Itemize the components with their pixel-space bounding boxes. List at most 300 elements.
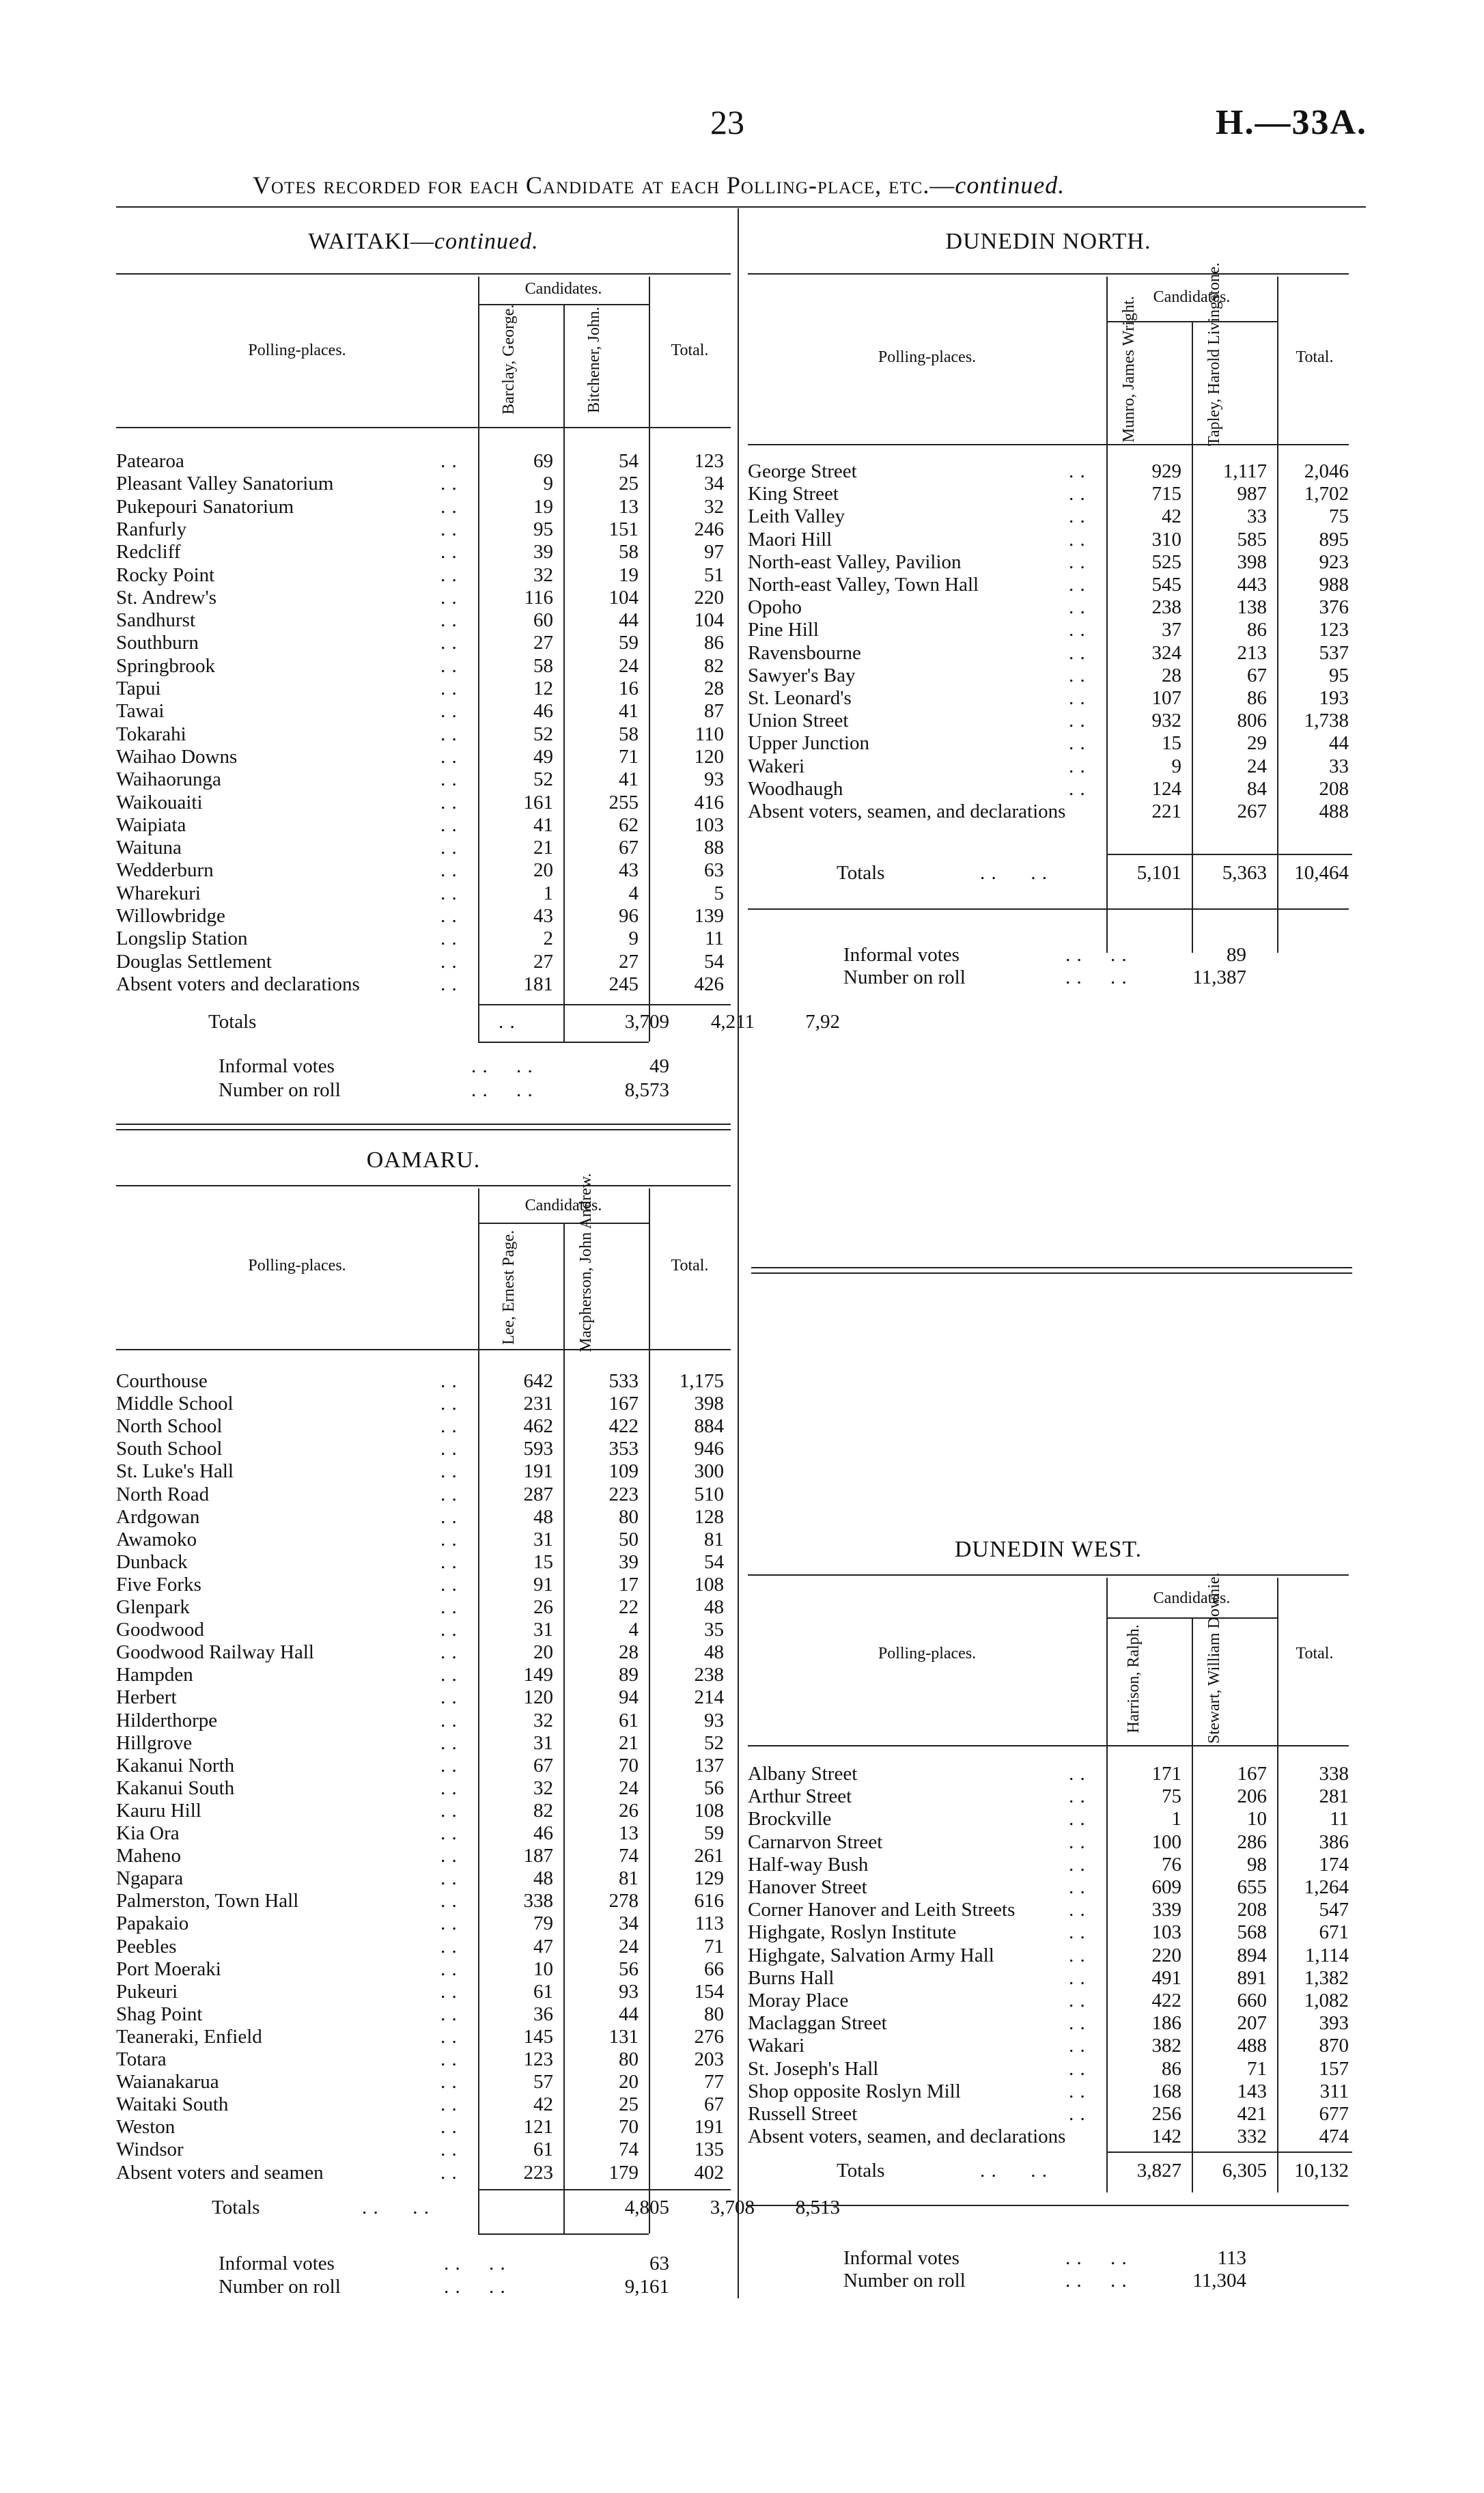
votes-candidate-1: 31: [533, 1619, 553, 1641]
votes-total: 87: [704, 700, 724, 723]
table-row: [748, 800, 1349, 846]
votes-total: 56: [704, 1777, 724, 1799]
column-divider: [738, 208, 739, 2298]
votes-candidate-2: 20: [619, 2071, 639, 2093]
votes-total: 110: [695, 723, 724, 745]
polling-place: Albany Street: [748, 1763, 858, 1785]
table-row: Ravensbourne . . 324 213 537: [748, 641, 1349, 664]
votes-candidate-1: 19: [533, 495, 553, 518]
votes-total: 66: [704, 1958, 724, 1980]
votes-candidate-2: 22: [619, 1596, 639, 1618]
votes-total: 1,382: [1304, 1966, 1349, 1989]
votes-candidate-1: 48: [533, 1505, 553, 1528]
votes-candidate-2: 267: [1237, 800, 1267, 822]
votes-total: 276: [694, 2025, 724, 2048]
votes-candidate-1: 124: [1151, 777, 1181, 800]
votes-total: 1,738: [1304, 710, 1349, 732]
votes-total: 123: [694, 450, 724, 472]
votes-candidate-2: 443: [1237, 574, 1267, 596]
table-row: St. Luke's Hall . . 191 109 300: [116, 1460, 724, 1483]
votes-candidate-2: 655: [1237, 1876, 1267, 1898]
table-row: Courthouse . . 642 533 1,175: [116, 1370, 724, 1392]
votes-candidate-1: 149: [523, 1664, 553, 1686]
votes-candidate-1: 171: [1151, 1763, 1181, 1785]
votes-candidate-2: 62: [619, 813, 639, 836]
votes-total: 376: [1319, 596, 1349, 619]
polling-place: Palmerston, Town Hall: [116, 1890, 299, 1912]
votes-candidate-1: 545: [1151, 574, 1181, 596]
votes-total: 1,264: [1304, 1876, 1349, 1898]
number-on-roll-row: Number on roll . . . . 8,573: [219, 1079, 669, 1101]
polling-place: Kakanui South: [116, 1777, 235, 1799]
votes-total: 123: [1319, 619, 1349, 641]
polling-place: Brockville: [748, 1808, 832, 1830]
votes-candidate-2: 245: [608, 973, 639, 995]
votes-candidate-1: 929: [1151, 460, 1181, 482]
polling-place: Ardgowan: [116, 1505, 200, 1528]
polling-place: North-east Valley, Pavilion: [748, 551, 962, 573]
table-row: Goodwood Railway Hall . . 20 28 48: [116, 1641, 724, 1664]
votes-candidate-1: 46: [533, 700, 553, 723]
votes-candidate-1: 2: [543, 928, 553, 950]
table-row: Shag Point . . 36 44 80: [116, 2003, 724, 2025]
votes-candidate-2: 25: [619, 2093, 639, 2116]
votes-candidate-2: 278: [608, 1890, 639, 1912]
table-row: Tapui . . 12 16 28: [116, 678, 724, 699]
table-row: Absent voters and declarations . . 181 245 426: [116, 973, 724, 995]
votes-candidate-2: 660: [1237, 1990, 1267, 2011]
votes-total: 88: [704, 837, 724, 859]
votes-candidate-1: 593: [523, 1438, 553, 1460]
votes-candidate-1: 107: [1151, 687, 1181, 709]
votes-total: 870: [1319, 2035, 1349, 2057]
table-row: Willowbridge . . 43 96 139: [116, 905, 724, 927]
votes-candidate-1: 27: [533, 632, 553, 654]
page-number: 23: [710, 103, 744, 141]
votes-total: 946: [694, 1438, 724, 1460]
polling-place: Hampden: [116, 1664, 193, 1686]
votes-candidate-2: 80: [619, 1505, 639, 1528]
votes-total: 104: [694, 609, 724, 632]
votes-total: 120: [694, 745, 724, 768]
totals-row: Totals . . . . 5,101 5,363 10,464: [837, 862, 1349, 884]
votes-total: 95: [1329, 664, 1349, 686]
table-row: St. Leonard's . . 107 86 193: [748, 687, 1349, 709]
votes-total: 988: [1319, 574, 1349, 596]
votes-candidate-2: 894: [1237, 1944, 1267, 1966]
votes-candidate-2: 4: [628, 1619, 639, 1641]
votes-candidate-1: 48: [533, 1867, 553, 1890]
votes-candidate-2: 16: [619, 678, 639, 699]
polling-place: George Street: [748, 460, 857, 482]
polling-place: Absent voters, seamen, and declarations: [748, 800, 1066, 822]
table-row: George Street . . 929 1,117 2,046: [748, 460, 1349, 482]
votes-candidate-2: 421: [1237, 2103, 1267, 2125]
votes-candidate-1: 20: [533, 859, 553, 882]
votes-total: 214: [694, 1686, 724, 1709]
candidate-name: Barclay, George.: [500, 304, 518, 415]
votes-candidate-2: 24: [619, 654, 639, 677]
polling-place: Ranfurly: [116, 518, 187, 540]
votes-candidate-1: 223: [523, 2161, 553, 2184]
polling-place: Wakari: [748, 2035, 805, 2057]
polling-place: Kakanui North: [116, 1754, 235, 1777]
votes-candidate-1: 221: [1151, 800, 1181, 822]
table-row: Burns Hall . . 491 891 1,382: [748, 1966, 1349, 1989]
polling-place: Rocky Point: [116, 563, 215, 586]
votes-total: 108: [694, 1799, 724, 1822]
votes-candidate-1: 67: [533, 1754, 553, 1777]
votes-candidate-2: 26: [619, 1799, 639, 1822]
table-row: Russell Street . . 256 421 677: [748, 2103, 1349, 2125]
votes-total: 81: [704, 1528, 724, 1550]
table-row: Waipiata . . 41 62 103: [116, 813, 724, 836]
table-row: Waitaki South . . 42 25 67: [116, 2093, 724, 2116]
votes-candidate-1: 20: [533, 1641, 553, 1664]
votes-candidate-1: 9: [1171, 755, 1181, 777]
votes-candidate-2: 143: [1237, 2080, 1267, 2102]
votes-total: 128: [694, 1505, 724, 1528]
votes-candidate-2: 213: [1237, 641, 1267, 664]
table-row: Hillgrove . . 31 21 52: [116, 1731, 724, 1754]
candidates-label: Candidates.: [1153, 288, 1231, 306]
polling-place: Peebles: [116, 1935, 177, 1958]
polling-place: Ravensbourne: [748, 641, 861, 664]
votes-candidate-2: 70: [619, 1754, 639, 1777]
votes-candidate-1: 69: [533, 450, 553, 472]
page-subtitle: [253, 171, 1065, 199]
votes-candidate-2: 255: [608, 791, 639, 813]
votes-candidate-1: 31: [533, 1528, 553, 1550]
votes-candidate-1: 82: [533, 1799, 553, 1822]
polling-place: Half-way Bush: [748, 1853, 869, 1876]
votes-candidate-2: 67: [619, 837, 639, 859]
votes-candidate-2: 138: [1237, 596, 1267, 619]
polling-place: Courthouse: [116, 1370, 208, 1392]
votes-total: 108: [694, 1573, 724, 1596]
votes-total: 35: [704, 1619, 724, 1641]
totals-row: Totals . . . . 3,827 6,305 10,132: [837, 2160, 1349, 2182]
votes-candidate-2: 59: [619, 632, 639, 654]
table-row: Teaneraki, Enfield . . 145 131 276: [116, 2025, 724, 2048]
table-row: Redcliff . . 39 58 97: [116, 541, 724, 563]
votes-candidate-1: 932: [1151, 710, 1181, 732]
votes-candidate-2: 19: [619, 563, 639, 586]
polling-place: Tapui: [116, 678, 161, 699]
polling-place: Tokarahi: [116, 723, 186, 745]
votes-candidate-2: 13: [619, 1822, 639, 1844]
total-label: Total.: [1296, 348, 1334, 366]
polling-place: Totara: [116, 2048, 167, 2070]
votes-total: 338: [1319, 1763, 1349, 1785]
polling-place: St. Luke's Hall: [116, 1460, 234, 1483]
polling-place: Arthur Street: [748, 1785, 852, 1808]
votes-candidate-1: 49: [533, 745, 553, 768]
polling-place: Highgate, Roslyn Institute: [748, 1921, 957, 1944]
table-row: Douglas Settlement . . 27 27 54: [116, 950, 724, 973]
informal-votes-row: Informal votes . . . . 113: [843, 2247, 1246, 2269]
votes-total: 1,175: [679, 1370, 724, 1392]
polling-place: Maclaggan Street: [748, 2012, 887, 2035]
votes-candidate-1: 76: [1162, 1853, 1181, 1876]
votes-candidate-2: 9: [628, 928, 639, 950]
votes-total: 393: [1319, 2012, 1349, 2035]
candidate-name: Bitchener, John.: [585, 307, 603, 413]
votes-total: 488: [1319, 800, 1349, 822]
votes-candidate-1: 37: [1162, 619, 1181, 641]
votes-total: 86: [704, 632, 724, 654]
votes-candidate-2: 70: [619, 2116, 639, 2139]
votes-candidate-2: 96: [619, 905, 639, 927]
votes-candidate-1: 91: [533, 1573, 553, 1596]
votes-candidate-1: 41: [533, 813, 553, 836]
votes-candidate-1: 187: [523, 1845, 553, 1867]
votes-candidate-2: 179: [608, 2161, 639, 2184]
table-row: Hampden . . 149 89 238: [116, 1664, 724, 1686]
table-row: Highgate, Roslyn Institute . . 103 568 671: [748, 1921, 1349, 1944]
votes-candidate-2: 34: [619, 1912, 639, 1935]
table-row: Papakaio . . 79 34 113: [116, 1912, 724, 1935]
polling-place: Sawyer's Bay: [748, 664, 856, 686]
votes-total: 139: [694, 905, 724, 927]
number-on-roll-row: Number on roll . . . . 9,161: [219, 2276, 669, 2298]
votes-candidate-1: 32: [533, 563, 553, 586]
votes-total: 510: [694, 1483, 724, 1505]
votes-total: 1,082: [1304, 1990, 1349, 2011]
votes-candidate-1: 32: [533, 1777, 553, 1799]
polling-place: Upper Junction: [748, 732, 869, 755]
polling-place: Willowbridge: [116, 905, 225, 927]
polling-place: Kauru Hill: [116, 1799, 201, 1822]
candidate-name: Munro, James Wright.: [1120, 296, 1138, 443]
votes-total: 416: [694, 791, 724, 813]
table-row: Shop opposite Roslyn Mill . . 168 143 311: [748, 2080, 1349, 2102]
votes-total: 44: [1329, 732, 1349, 755]
polling-place: Shop opposite Roslyn Mill: [748, 2080, 961, 2102]
votes-candidate-2: 71: [619, 745, 639, 768]
votes-candidate-1: 181: [523, 973, 553, 995]
table-row: Waihaorunga . . 52 41 93: [116, 768, 724, 791]
votes-total: 261: [694, 1845, 724, 1867]
table-row: Waianakarua . . 57 20 77: [116, 2071, 724, 2093]
votes-candidate-2: 131: [608, 2025, 639, 2048]
number-on-roll-row: Number on roll . . . . 11,304: [843, 2270, 1246, 2292]
votes-candidate-2: 24: [1247, 755, 1267, 777]
table-row: Corner Hanover and Leith Streets . . 339 208 547: [748, 1899, 1349, 1921]
table-row: Southburn . . 27 59 86: [116, 632, 724, 654]
votes-candidate-2: 10: [1247, 1808, 1267, 1830]
polling-place: Weston: [116, 2116, 176, 2139]
votes-candidate-1: 15: [1162, 732, 1181, 755]
section-title: OAMARU.: [366, 1147, 481, 1173]
votes-total: 281: [1319, 1785, 1349, 1808]
votes-total: 113: [695, 1912, 724, 1935]
votes-candidate-1: 231: [523, 1393, 553, 1415]
polling-place: Waikouaiti: [116, 791, 203, 813]
table-row: North-east Valley, Pavilion . . 525 398 923: [748, 551, 1349, 573]
table-row: Longslip Station . . 2 9 11: [116, 928, 724, 950]
votes-candidate-2: 74: [619, 1845, 639, 1867]
table-row: Moray Place . . 422 660 1,082: [748, 1990, 1349, 2011]
polling-place: Glenpark: [116, 1596, 190, 1618]
candidate-name: Harrison, Ralph.: [1125, 1624, 1143, 1733]
votes-candidate-2: 44: [619, 2003, 639, 2025]
votes-candidate-1: 79: [533, 1912, 553, 1935]
table-row: Sawyer's Bay . . 28 67 95: [748, 664, 1349, 686]
votes-candidate-2: 422: [608, 1415, 639, 1438]
polling-place: Carnarvon Street: [748, 1830, 883, 1853]
votes-candidate-2: 67: [1247, 664, 1267, 686]
polling-place: St. Joseph's Hall: [748, 2057, 879, 2080]
polling-place: Springbrook: [116, 654, 215, 677]
votes-candidate-1: 1: [543, 882, 553, 904]
table-row: Pukepouri Sanatorium . . 19 13 32: [116, 495, 724, 518]
votes-candidate-1: 287: [523, 1483, 553, 1505]
votes-candidate-1: 462: [523, 1415, 553, 1438]
votes-total: 82: [704, 654, 724, 677]
votes-total: 52: [704, 1731, 724, 1754]
polling-place: Moray Place: [748, 1990, 849, 2011]
votes-candidate-1: 324: [1151, 641, 1181, 664]
table-row: Palmerston, Town Hall . . 338 278 616: [116, 1890, 724, 1912]
votes-candidate-1: 60: [533, 609, 553, 632]
votes-candidate-1: 32: [533, 1709, 553, 1731]
votes-candidate-1: 422: [1151, 1990, 1181, 2011]
table-row: Tawai . . 46 41 87: [116, 700, 724, 723]
polling-place: Kia Ora: [116, 1822, 180, 1844]
table-row: Leith Valley . . 42 33 75: [748, 505, 1349, 528]
votes-total: 75: [1329, 505, 1349, 528]
table-row: Kia Ora . . 46 13 59: [116, 1822, 724, 1844]
votes-candidate-2: 25: [619, 473, 639, 495]
votes-candidate-2: 286: [1237, 1830, 1267, 1853]
votes-total: 11: [1330, 1808, 1349, 1830]
polling-place: North Road: [116, 1483, 210, 1505]
polling-place: Teaneraki, Enfield: [116, 2025, 262, 2048]
votes-candidate-1: 382: [1151, 2035, 1181, 2057]
table-row: Hanover Street . . 609 655 1,264: [748, 1876, 1349, 1898]
polling-place: Waihao Downs: [116, 745, 238, 768]
votes-candidate-2: 41: [619, 768, 639, 791]
votes-total: 34: [704, 473, 724, 495]
votes-candidate-2: 24: [619, 1777, 639, 1799]
table-row: Arthur Street . . 75 206 281: [748, 1785, 1349, 1808]
table-row: Port Moeraki . . 10 56 66: [116, 1958, 724, 1980]
votes-candidate-1: 95: [533, 518, 553, 540]
votes-candidate-2: 585: [1237, 528, 1267, 551]
votes-candidate-2: 61: [619, 1709, 639, 1731]
votes-candidate-1: 42: [533, 2093, 553, 2116]
table-row: Rocky Point . . 32 19 51: [116, 563, 724, 586]
table-row: Wedderburn . . 20 43 63: [116, 859, 724, 882]
votes-total: 426: [694, 973, 724, 995]
table-row: Ranfurly . . 95 151 246: [116, 518, 724, 540]
table-row: Pukeuri . . 61 93 154: [116, 1980, 724, 2003]
votes-total: 157: [1319, 2057, 1349, 2080]
table-row: Peebles . . 47 24 71: [116, 1935, 724, 1958]
table-row: Middle School . . 231 167 398: [116, 1393, 724, 1415]
polling-place: Absent voters and seamen: [116, 2161, 324, 2184]
votes-total: 48: [704, 1641, 724, 1664]
polling-place: South School: [116, 1438, 223, 1460]
votes-total: 80: [704, 2003, 724, 2025]
votes-candidate-1: 36: [533, 2003, 553, 2025]
table-row: Carnarvon Street . . 100 286 386: [748, 1830, 1349, 1853]
table-row: North-east Valley, Town Hall . . 545 443 988: [748, 574, 1349, 596]
votes-candidate-1: 339: [1151, 1899, 1181, 1921]
polling-place: Leith Valley: [748, 505, 845, 528]
table-row: Pleasant Valley Sanatorium . . 9 25 34: [116, 473, 724, 495]
table-row: Patearoa . . 69 54 123: [116, 450, 724, 472]
votes-candidate-1: 86: [1162, 2057, 1181, 2080]
votes-candidate-2: 167: [608, 1393, 639, 1415]
votes-total: 77: [704, 2071, 724, 2093]
polling-place: Highgate, Salvation Army Hall: [748, 1944, 994, 1966]
votes-candidate-1: 103: [1151, 1921, 1181, 1944]
table-row: Springbrook . . 58 24 82: [116, 654, 724, 677]
votes-total: 28: [704, 678, 724, 699]
polling-place: Pleasant Valley Sanatorium: [116, 473, 334, 495]
votes-candidate-2: 151: [608, 518, 639, 540]
votes-total: 1,702: [1304, 483, 1349, 505]
candidate-name: Stewart, William Downie.: [1205, 1572, 1223, 1744]
votes-total: 137: [694, 1754, 724, 1777]
informal-votes-row: Informal votes . . . . 49: [219, 1055, 669, 1077]
polling-place: North-east Valley, Town Hall: [748, 574, 979, 596]
votes-total: 208: [1319, 777, 1349, 800]
votes-candidate-1: 142: [1151, 2126, 1181, 2148]
table-row: North Road . . 287 223 510: [116, 1483, 724, 1505]
votes-candidate-2: 17: [619, 1573, 639, 1596]
total-label: Total.: [671, 342, 709, 359]
polling-place: Hillgrove: [116, 1731, 193, 1754]
table-row: Brockville . . 1 10 11: [748, 1808, 1349, 1830]
polling-place: Port Moeraki: [116, 1958, 221, 1980]
table-row: Wakari . . 382 488 870: [748, 2035, 1349, 2057]
polling-place: Pukepouri Sanatorium: [116, 495, 294, 518]
polling-place: Wharekuri: [116, 882, 201, 904]
votes-candidate-1: 61: [533, 1980, 553, 2003]
polling-place: St. Leonard's: [748, 687, 852, 709]
votes-candidate-1: 10: [533, 1958, 553, 1980]
votes-candidate-1: 46: [533, 1822, 553, 1844]
votes-candidate-1: 47: [533, 1935, 553, 1958]
polling-place: Herbert: [116, 1686, 177, 1709]
polling-place: Waihaorunga: [116, 768, 221, 791]
polling-place: Awamoko: [116, 1528, 197, 1550]
table-row: Maclaggan Street . . 186 207 393: [748, 2012, 1349, 2035]
table-row: Woodhaugh . . 124 84 208: [748, 777, 1349, 800]
votes-total: 191: [694, 2116, 724, 2139]
votes-total: 220: [694, 586, 724, 609]
section-title: DUNEDIN WEST.: [954, 1537, 1143, 1562]
table-row: St. Joseph's Hall . . 86 71 157: [748, 2057, 1349, 2080]
candidate-name: Macpherson, John Andrew.: [577, 1173, 595, 1352]
votes-candidate-1: 15: [533, 1550, 553, 1573]
votes-candidate-2: 4: [628, 882, 639, 904]
votes-candidate-1: 642: [523, 1370, 553, 1392]
votes-candidate-2: 43: [619, 859, 639, 882]
votes-candidate-2: 84: [1247, 777, 1267, 800]
polling-place: Dunback: [116, 1550, 188, 1573]
table-row: Herbert . . 120 94 214: [116, 1686, 724, 1709]
votes-total: 135: [694, 2139, 724, 2161]
votes-candidate-2: 89: [619, 1664, 639, 1686]
votes-candidate-1: 9: [543, 473, 553, 495]
votes-candidate-1: 1: [1171, 1808, 1181, 1830]
votes-total: 616: [694, 1890, 724, 1912]
votes-total: 238: [694, 1664, 724, 1686]
